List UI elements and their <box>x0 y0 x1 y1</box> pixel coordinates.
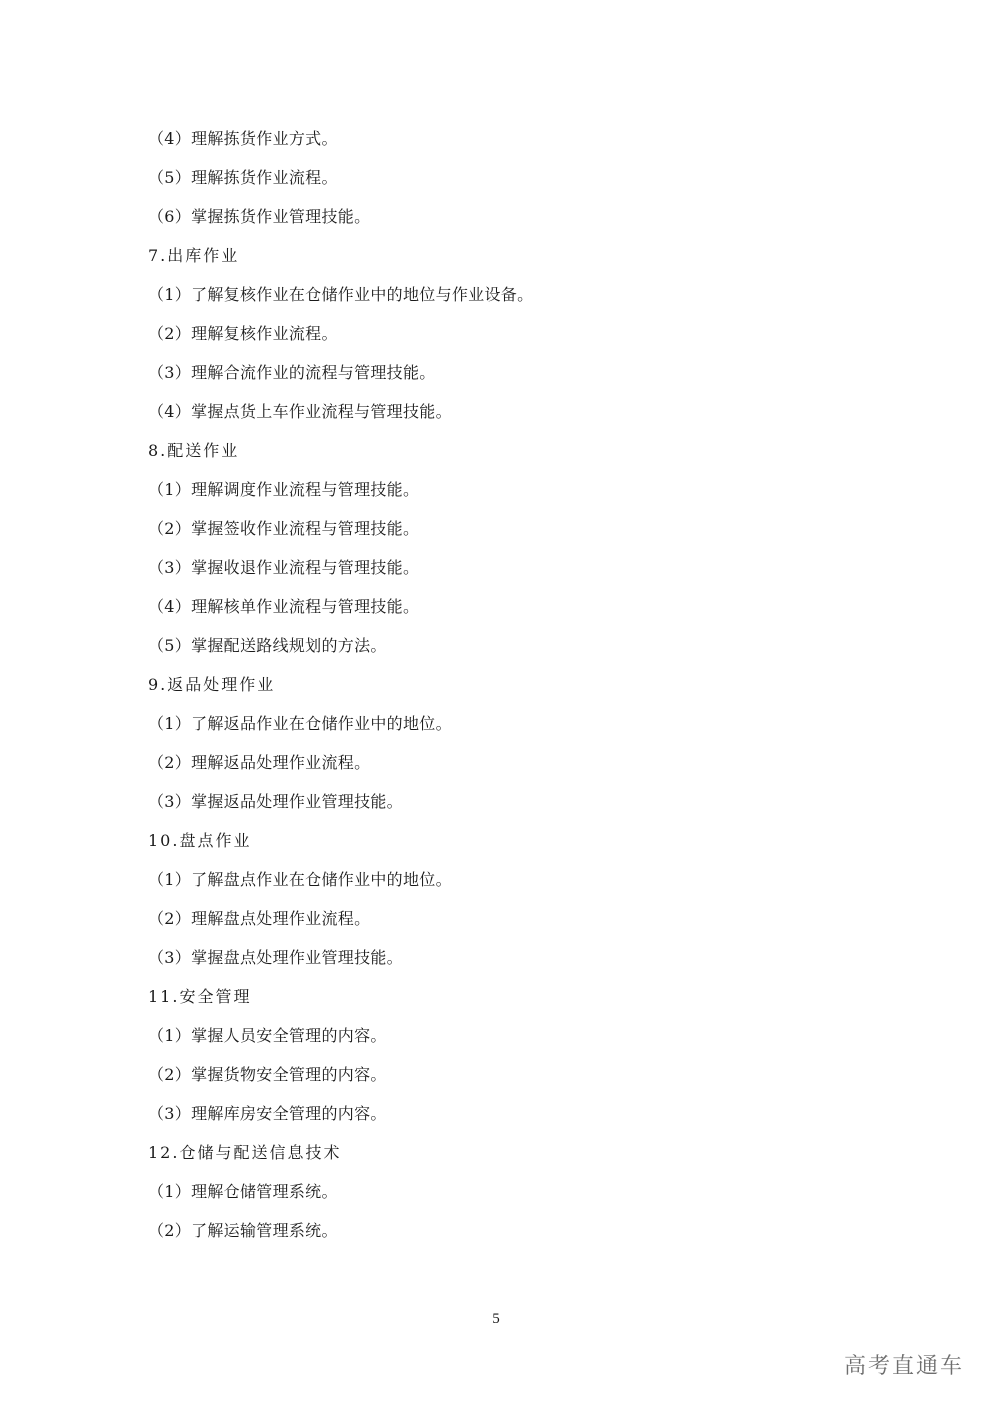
list-item: （2）理解盘点处理作业流程。 <box>148 909 371 928</box>
list-item: （2）掌握签收作业流程与管理技能。 <box>148 519 420 538</box>
list-item: （5）掌握配送路线规划的方法。 <box>148 636 387 655</box>
list-item: （2）了解运输管理系统。 <box>148 1221 338 1240</box>
list-item: （3）理解合流作业的流程与管理技能。 <box>148 363 436 382</box>
list-item: （1）掌握人员安全管理的内容。 <box>148 1026 387 1045</box>
list-item: （2）理解复核作业流程。 <box>148 324 338 343</box>
section-heading: 12.仓储与配送信息技术 <box>148 1143 342 1162</box>
list-item: （5）理解拣货作业流程。 <box>148 168 338 187</box>
list-item: （1）了解复核作业在仓储作业中的地位与作业设备。 <box>148 285 534 304</box>
section-heading: 10.盘点作业 <box>148 831 252 850</box>
list-item: （3）掌握盘点处理作业管理技能。 <box>148 948 403 967</box>
list-item: （4）掌握点货上车作业流程与管理技能。 <box>148 402 452 421</box>
list-item: （1）理解调度作业流程与管理技能。 <box>148 480 420 499</box>
watermark-text: 高考直通车 <box>843 1354 964 1379</box>
list-item: （1）理解仓储管理系统。 <box>148 1182 338 1201</box>
list-item: （3）理解库房安全管理的内容。 <box>148 1104 387 1123</box>
section-heading: 8.配送作业 <box>148 441 240 460</box>
list-item: （6）掌握拣货作业管理技能。 <box>148 207 371 226</box>
section-heading: 9.返品处理作业 <box>148 675 276 694</box>
section-heading: 11.安全管理 <box>148 987 252 1006</box>
list-item: （3）掌握收退作业流程与管理技能。 <box>148 558 420 577</box>
list-item: （2）理解返品处理作业流程。 <box>148 753 371 772</box>
section-heading: 7.出库作业 <box>148 246 240 265</box>
list-item: （1）了解盘点作业在仓储作业中的地位。 <box>148 870 452 889</box>
document-body <box>148 126 848 1257</box>
list-item: （1）了解返品作业在仓储作业中的地位。 <box>148 714 452 733</box>
list-item: （4）理解核单作业流程与管理技能。 <box>148 597 420 616</box>
list-item: （2）掌握货物安全管理的内容。 <box>148 1065 387 1084</box>
page-number: 5 <box>492 1311 500 1327</box>
list-item: （3）掌握返品处理作业管理技能。 <box>148 792 403 811</box>
list-item: （4）理解拣货作业方式。 <box>148 129 338 148</box>
